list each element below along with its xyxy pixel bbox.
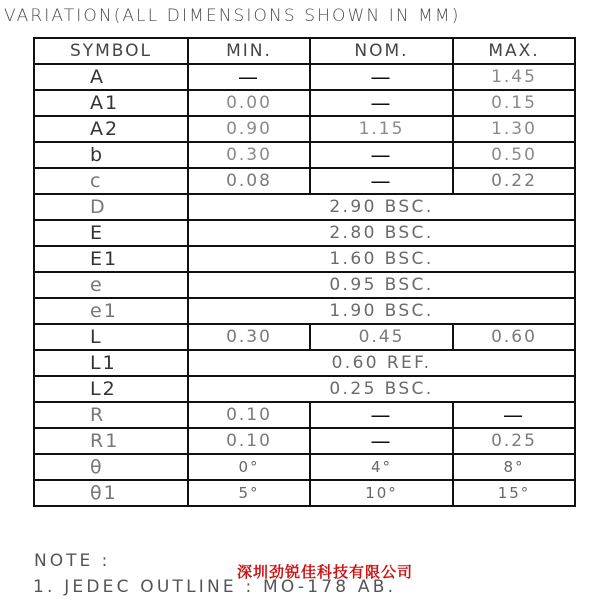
max-cell: 15° <box>453 480 575 506</box>
page-title: VARIATION(ALL DIMENSIONS SHOWN IN MM) <box>4 6 461 26</box>
symbol-cell: e <box>34 272 188 298</box>
symbol-cell: R1 <box>34 428 188 454</box>
nom-cell: 0.45 <box>310 324 453 350</box>
table-row <box>34 402 575 428</box>
header-nom: NOM. <box>310 38 453 64</box>
max-cell: 1.30 <box>453 116 575 142</box>
nom-cell: — <box>310 64 453 90</box>
table-row <box>34 220 575 246</box>
symbol-cell: θ <box>34 454 188 480</box>
min-cell: 0.10 <box>188 402 310 428</box>
symbol-cell: L1 <box>34 350 188 376</box>
min-cell: 0.90 <box>188 116 310 142</box>
table-row <box>34 376 575 402</box>
symbol-cell: e1 <box>34 298 188 324</box>
dimensions-table <box>33 37 576 507</box>
min-cell: 0.30 <box>188 142 310 168</box>
span-value-cell: 0.25 BSC. <box>188 376 575 402</box>
table-row <box>34 194 575 220</box>
span-value-cell: 2.80 BSC. <box>188 220 575 246</box>
symbol-cell: R <box>34 402 188 428</box>
max-cell: 0.60 <box>453 324 575 350</box>
min-cell: 0.10 <box>188 428 310 454</box>
table-row <box>34 324 575 350</box>
symbol-cell: L2 <box>34 376 188 402</box>
nom-cell: 10° <box>310 480 453 506</box>
table-row <box>34 168 575 194</box>
max-cell: 0.22 <box>453 168 575 194</box>
table-row <box>34 350 575 376</box>
header-max: MAX. <box>453 38 575 64</box>
symbol-cell: A2 <box>34 116 188 142</box>
max-cell: — <box>453 402 575 428</box>
table-row <box>34 142 575 168</box>
table-row <box>34 90 575 116</box>
span-value-cell: 1.60 BSC. <box>188 246 575 272</box>
span-value-cell: 0.95 BSC. <box>188 272 575 298</box>
symbol-cell: L <box>34 324 188 350</box>
max-cell: 0.15 <box>453 90 575 116</box>
nom-cell: 1.15 <box>310 116 453 142</box>
symbol-cell: A1 <box>34 90 188 116</box>
nom-cell: — <box>310 90 453 116</box>
header-min: MIN. <box>188 38 310 64</box>
min-cell: 5° <box>188 480 310 506</box>
span-value-cell: 1.90 BSC. <box>188 298 575 324</box>
symbol-cell: E1 <box>34 246 188 272</box>
min-cell: 0.00 <box>188 90 310 116</box>
min-cell: 0.08 <box>188 168 310 194</box>
symbol-cell: c <box>34 168 188 194</box>
nom-cell: — <box>310 168 453 194</box>
table-row <box>34 298 575 324</box>
table-row <box>34 480 575 506</box>
note-label: NOTE : <box>34 551 111 571</box>
company-watermark: 深圳劲锐佳科技有限公司 <box>237 563 414 581</box>
max-cell: 0.50 <box>453 142 575 168</box>
max-cell: 0.25 <box>453 428 575 454</box>
span-value-cell: 0.60 REF. <box>188 350 575 376</box>
min-cell: 0.30 <box>188 324 310 350</box>
min-cell: 0° <box>188 454 310 480</box>
table-header-row <box>34 38 575 64</box>
table-row <box>34 64 575 90</box>
table-row <box>34 116 575 142</box>
note-line-1: 1. JEDEC OUTLINE : MO-178 AB. <box>33 577 397 597</box>
nom-cell: — <box>310 402 453 428</box>
header-symbol: SYMBOL <box>34 38 188 64</box>
max-cell: 1.45 <box>453 64 575 90</box>
symbol-cell: E <box>34 220 188 246</box>
span-value-cell: 2.90 BSC. <box>188 194 575 220</box>
symbol-cell: θ1 <box>34 480 188 506</box>
nom-cell: — <box>310 428 453 454</box>
symbol-cell: b <box>34 142 188 168</box>
symbol-cell: D <box>34 194 188 220</box>
min-cell: — <box>188 64 310 90</box>
nom-cell: — <box>310 142 453 168</box>
nom-cell: 4° <box>310 454 453 480</box>
max-cell: 8° <box>453 454 575 480</box>
table-row <box>34 428 575 454</box>
table-row <box>34 454 575 480</box>
symbol-cell: A <box>34 64 188 90</box>
table-row <box>34 246 575 272</box>
table-row <box>34 272 575 298</box>
